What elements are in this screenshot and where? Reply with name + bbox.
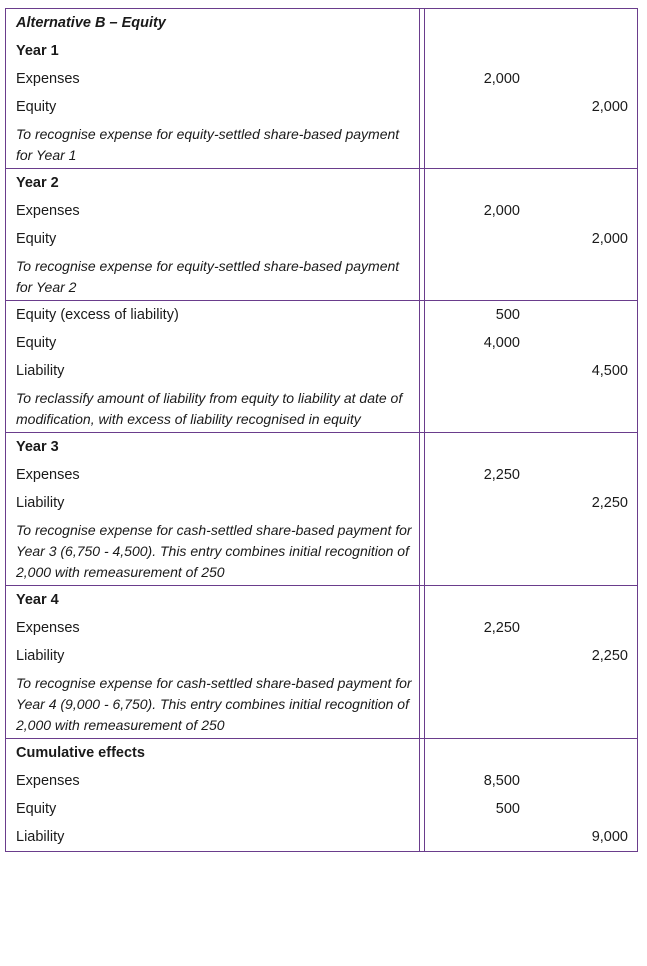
account-label: Equity bbox=[16, 335, 57, 351]
heading-label: Year 2 bbox=[16, 175, 59, 191]
entry-row bbox=[5, 767, 638, 795]
entry-row bbox=[5, 795, 638, 823]
journal-entry-section bbox=[5, 301, 638, 433]
entry-row bbox=[5, 93, 638, 121]
heading-label: Year 1 bbox=[16, 43, 59, 59]
credit-amount: 4,500 bbox=[591, 363, 628, 379]
section-heading bbox=[5, 586, 638, 614]
journal-entry-section bbox=[5, 739, 638, 852]
heading-label: Cumulative effects bbox=[16, 745, 145, 761]
entry-row bbox=[5, 642, 638, 670]
entry-row bbox=[5, 461, 638, 489]
account-label: Equity bbox=[16, 99, 57, 115]
account-label: Liability bbox=[16, 648, 65, 664]
table-body bbox=[5, 9, 638, 852]
section-heading bbox=[5, 9, 638, 37]
section-heading bbox=[5, 433, 638, 461]
debit-amount: 2,250 bbox=[483, 620, 520, 636]
credit-amount: 9,000 bbox=[591, 829, 628, 845]
entry-row bbox=[5, 225, 638, 253]
entry-row bbox=[5, 329, 638, 357]
entry-row bbox=[5, 357, 638, 385]
account-label: Equity bbox=[16, 801, 57, 817]
entry-narrative: To recognise expense for equity-settled share-based payment for Year 1 bbox=[16, 126, 400, 163]
entry-narrative: To recognise expense for equity-settled share-based payment for Year 2 bbox=[16, 258, 400, 295]
debit-amount: 8,500 bbox=[483, 773, 520, 789]
account-label: Liability bbox=[16, 363, 65, 379]
entry-row bbox=[5, 823, 638, 851]
entry-narrative: To recognise expense for cash-settled share-based payment for Year 4 (9,000 - 6,750). This entry combines initial recognition of 2,000 with remeasurement of 250 bbox=[16, 675, 412, 733]
account-label: Equity bbox=[16, 231, 57, 247]
entry-row bbox=[5, 614, 638, 642]
account-label: Liability bbox=[16, 495, 65, 511]
account-label: Expenses bbox=[16, 620, 80, 636]
debit-amount: 4,000 bbox=[483, 335, 520, 351]
debit-amount: 2,250 bbox=[483, 467, 520, 483]
credit-amount: 2,250 bbox=[591, 648, 628, 664]
account-label: Expenses bbox=[16, 203, 80, 219]
account-label: Expenses bbox=[16, 467, 80, 483]
heading-label: Year 4 bbox=[16, 592, 59, 608]
journal-entry-section bbox=[5, 169, 638, 301]
entry-narrative: To recognise expense for cash-settled share-based payment for Year 3 (6,750 - 4,500). This entry combines initial recognition of 2,000 with remeasurement of 250 bbox=[16, 522, 412, 580]
debit-amount: 2,000 bbox=[483, 203, 520, 219]
account-label: Equity (excess of liability) bbox=[16, 307, 179, 323]
debit-amount: 500 bbox=[495, 307, 520, 323]
entry-row bbox=[5, 301, 638, 329]
debit-amount: 2,000 bbox=[483, 71, 520, 87]
entry-row bbox=[5, 65, 638, 93]
section-heading bbox=[5, 37, 638, 65]
debit-amount: 500 bbox=[495, 801, 520, 817]
section-heading bbox=[5, 169, 638, 197]
journal-entry-section bbox=[5, 9, 638, 169]
credit-amount: 2,000 bbox=[591, 231, 628, 247]
entry-row bbox=[5, 197, 638, 225]
credit-amount: 2,000 bbox=[591, 99, 628, 115]
journal-entry-section bbox=[5, 433, 638, 586]
entry-row bbox=[5, 489, 638, 517]
heading-label: Alternative B – Equity bbox=[16, 15, 166, 31]
heading-label: Year 3 bbox=[16, 439, 59, 455]
account-label: Liability bbox=[16, 829, 65, 845]
journal-entry-section bbox=[5, 586, 638, 739]
credit-amount: 2,250 bbox=[591, 495, 628, 511]
account-label: Expenses bbox=[16, 71, 80, 87]
entry-narrative: To reclassify amount of liability from equity to liability at date of modification, with excess of liability recognised in equity bbox=[16, 390, 403, 427]
journal-entries-table bbox=[5, 8, 638, 852]
section-heading bbox=[5, 739, 638, 767]
account-label: Expenses bbox=[16, 773, 80, 789]
